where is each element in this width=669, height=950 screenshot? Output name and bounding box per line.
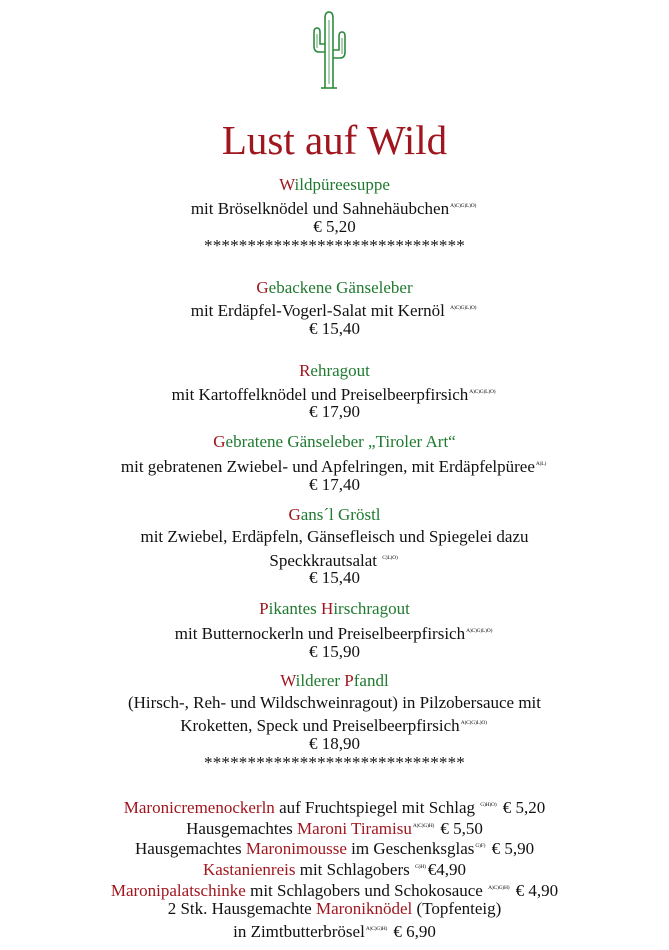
dish-name: Wildpüreesuppe xyxy=(279,175,390,194)
dessert-item: Maronipalatschinke mit Schlagobers und Schokosauce $^{A)C)G)H)}$ € 4,90 xyxy=(110,881,559,900)
dish-price: € 15,40 xyxy=(309,568,360,587)
dish-description: mit Erdäpfel-Vogerl-Salat mit Kernöl $^{A)C)G)L)O)}$ xyxy=(190,301,477,320)
dish-price: € 17,90 xyxy=(309,402,360,421)
separator: ****************************** xyxy=(204,236,465,255)
allergen-codes: A)C)G)L)O) xyxy=(466,628,493,634)
dish-price: € 15,90 xyxy=(309,642,360,661)
allergen-codes: G)F) xyxy=(475,843,486,849)
dish-description: mit Bröselknödel und Sahnehäubchen$^{A)C)G)L)O)}$ xyxy=(190,199,477,218)
dessert-item: Hausgemachtes Maroni Tiramisu$^{A)C)G)H)}$ € 5,50 xyxy=(186,819,483,838)
dish-description: Speckkrautsalat $^{C)L)O)}$ xyxy=(269,551,398,570)
allergen-codes: A)C)G)L)O) xyxy=(450,203,477,209)
allergen-codes: A)C)G)H) xyxy=(365,926,388,932)
dish-name: Rehragout xyxy=(299,361,370,380)
dish-name: Gebackene Gänseleber xyxy=(256,278,413,297)
dessert-item: Hausgemachtes Maronimousse im Geschenksglas$^{G)F)}$ € 5,90 xyxy=(134,839,535,858)
dish-name: Gans´l Gröstl xyxy=(288,505,381,524)
dish-description: Kroketten, Speck und Preiselbeerpfirsich$^{A)C)G)L)O)}$ xyxy=(180,716,487,735)
dish-name: Pikantes Hirschragout xyxy=(259,599,410,618)
dish-name: Wilderer Pfandl xyxy=(280,671,389,690)
allergen-codes: C)L)O) xyxy=(382,555,398,561)
allergen-codes: A)L) xyxy=(535,461,547,467)
menu-title: Lust auf Wild xyxy=(221,117,448,163)
dish-description: mit Butternockerln und Preiselbeerpfirsich$^{A)C)G)L)O)}$ xyxy=(174,624,493,643)
dish-description: mit Kartoffelknödel und Preiselbeerpfirsich$^{A)C)G)L)O)}$ xyxy=(171,385,496,404)
dessert-item: Maronicremenockerln auf Fruchtspiegel mit Schlag $^{G)H)O)}$ € 5,20 xyxy=(123,798,546,817)
allergen-codes: A)C)G)L)O) xyxy=(460,720,487,726)
allergen-codes: G)H)O) xyxy=(480,802,497,808)
allergen-codes: A)C)G)H) xyxy=(412,823,435,829)
dessert-item: in Zimtbutterbrösel$^{A)C)G)H)}$ € 6,90 xyxy=(233,922,436,941)
allergen-codes: A)C)G)L)O) xyxy=(450,305,477,311)
allergen-codes: A)C)G)L)O) xyxy=(469,389,496,395)
cactus-icon xyxy=(309,10,349,90)
allergen-codes: A)C)G)H) xyxy=(488,885,510,891)
dessert-item: 2 Stk. Hausgemachte Maroniknödel (Topfenteig) xyxy=(167,899,502,918)
dish-price: € 15,40 xyxy=(309,319,360,338)
separator: ****************************** xyxy=(204,753,465,772)
dish-description: mit Zwiebel, Erdäpfeln, Gänsefleisch und Spiegelei dazu xyxy=(140,527,529,546)
dish-price: € 18,90 xyxy=(309,734,360,753)
dish-price: € 5,20 xyxy=(313,217,356,236)
allergen-codes: G)H) xyxy=(414,864,426,870)
dish-price: € 17,40 xyxy=(309,475,360,494)
dish-description: (Hirsch-, Reh- und Wildschweinragout) in Pilzobersauce mit xyxy=(127,693,542,712)
dish-description: mit gebratenen Zwiebel- und Apfelringen, mit Erdäpfelpüree$^{A)L)}$ xyxy=(120,457,547,476)
dish-name: Gebratene Gänseleber „Tiroler Art“ xyxy=(213,432,456,451)
dessert-item: Kastanienreis mit Schlagobers $^{G)H)}$ €4,90 xyxy=(202,860,467,879)
